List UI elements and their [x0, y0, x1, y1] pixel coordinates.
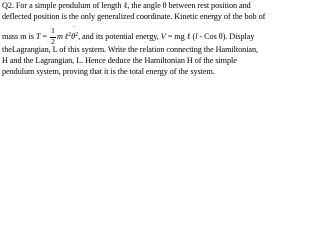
- theta-symbol: θ: [71, 31, 76, 41]
- equals-sign: =: [40, 31, 49, 41]
- question-line-1: [2, 0, 251, 11]
- potential-energy-symbol: V: [160, 31, 166, 41]
- kinetic-energy-intro: mass m is: [2, 31, 36, 41]
- fraction-numerator: 1: [51, 26, 55, 35]
- question-text-line-5: H and the Lagrangian, L. Hence deduce the Hamiltonian H of the simple: [2, 56, 237, 65]
- theta-dot-symbol: [71, 24, 76, 42]
- kinetic-energy-symbol: T: [35, 31, 41, 41]
- question-line-2: [2, 11, 265, 22]
- potential-energy-intro: , and its potential energy,: [78, 31, 161, 41]
- theta-dot-exponent: 2: [75, 31, 79, 38]
- question-line-5: [2, 55, 237, 66]
- potential-energy-expression: = mg ℓ (: [165, 31, 196, 41]
- question-line-6: [2, 66, 215, 77]
- question-line-4: [2, 44, 258, 55]
- question-text-line-6: pendulum system, proving that it is the total energy of the system.: [2, 67, 215, 76]
- time-derivative-dot: ˙: [72, 24, 76, 33]
- potential-energy-tail: - Cos θ). Display: [197, 31, 255, 41]
- potential-energy-l: l: [195, 31, 198, 41]
- question-document: [0, 0, 331, 95]
- mass-symbol: m: [56, 31, 63, 41]
- question-text-line-1: Q2. For a simple pendulum of length ℓ, the angle θ between rest position and: [2, 1, 251, 10]
- length-symbol: ℓ: [62, 31, 69, 41]
- length-exponent: 2: [68, 31, 72, 38]
- fraction-denominator: 2: [51, 37, 55, 46]
- question-text-line-4: theLagrangian, L of this system. Write the relation connecting the Hamiltonian,: [2, 45, 259, 54]
- question-text-line-2: deflected position is the only generalized coordinate. Kinetic energy of the bob of: [2, 12, 266, 21]
